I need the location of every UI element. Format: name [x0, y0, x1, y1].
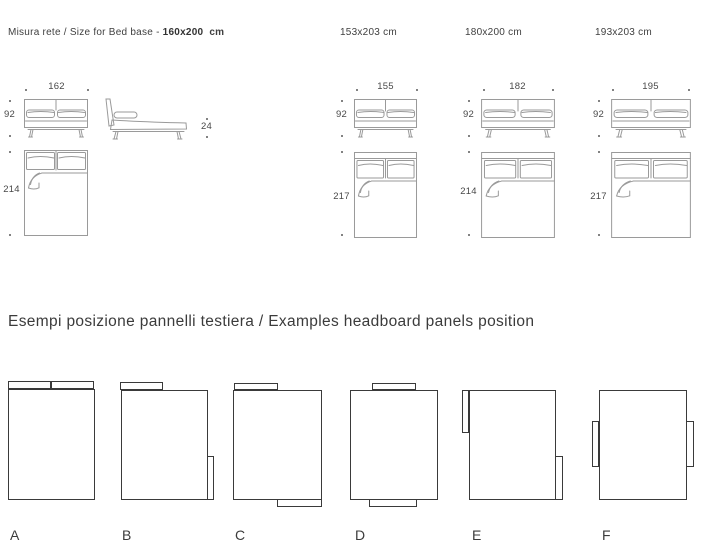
dim-dot — [9, 135, 11, 137]
example-label-d: D — [355, 527, 366, 543]
dim-length-180: 214 — [460, 186, 477, 197]
headboard-panel-top-center — [372, 383, 416, 390]
dim-dot — [9, 100, 11, 102]
headboard-panel-top-left — [234, 383, 278, 390]
example-label-a: A — [10, 527, 20, 543]
headboard-panel-right-center — [686, 421, 694, 467]
dim-dot — [612, 89, 614, 91]
dim-dot — [341, 151, 343, 153]
dim-length-160: 214 — [3, 184, 20, 195]
size-header-193x203: 193x203 cm — [595, 27, 652, 38]
headboard-section-title: Esempi posizione pannelli testiera / Examples headboard panels position — [8, 313, 535, 330]
dim-dot — [483, 89, 485, 91]
example-label-f: F — [602, 527, 611, 543]
headboard-panel-left-center — [592, 421, 599, 467]
bed-outline — [233, 390, 322, 500]
main-size-title — [8, 27, 224, 38]
dim-dot — [552, 89, 554, 91]
dim-dot — [206, 118, 208, 120]
dim-dot — [598, 100, 600, 102]
dim-dot — [25, 89, 27, 91]
dim-height-160: 92 — [4, 109, 15, 120]
dim-width-193: 195 — [642, 81, 659, 92]
bed-front-view-160 — [24, 99, 88, 139]
dim-dot — [598, 234, 600, 236]
bed-outline — [469, 390, 556, 500]
dim-dot — [468, 151, 470, 153]
dim-dot — [9, 151, 11, 153]
bed-plan-view-153 — [354, 152, 417, 238]
dim-height-193: 92 — [593, 109, 604, 120]
dim-width-160: 162 — [48, 81, 65, 92]
headboard-panel-bottom-center — [369, 499, 417, 507]
headboard-panel-top-left — [120, 382, 163, 390]
dim-height-153: 92 — [336, 109, 347, 120]
bed-outline — [8, 389, 95, 500]
dim-length-193: 217 — [590, 191, 607, 202]
example-label-b: B — [122, 527, 132, 543]
size-header-153x203: 153x203 cm — [340, 27, 397, 38]
dim-dot — [341, 135, 343, 137]
dim-dot — [416, 89, 418, 91]
bed-plan-view-180 — [481, 152, 555, 238]
bed-front-view-180 — [481, 99, 555, 139]
bed-plan-view-193 — [611, 152, 691, 238]
bed-front-view-153 — [354, 99, 417, 139]
bed-front-view-193 — [611, 99, 691, 139]
dim-length-153: 217 — [333, 191, 350, 202]
bed-outline — [599, 390, 687, 500]
dim-base-height-160: 24 — [201, 121, 212, 132]
main-size-title-size: 160x200 — [162, 27, 204, 38]
dim-width-153: 155 — [377, 81, 394, 92]
headboard-panel-bottom-right — [277, 499, 322, 507]
bed-outline — [121, 390, 208, 500]
dim-dot — [341, 100, 343, 102]
size-header-180x200: 180x200 cm — [465, 27, 522, 38]
bed-plan-view-160 — [24, 150, 88, 236]
dim-width-180: 182 — [509, 81, 526, 92]
dim-dot — [468, 100, 470, 102]
example-label-e: E — [472, 527, 482, 543]
dim-dot — [206, 136, 208, 138]
dim-dot — [356, 89, 358, 91]
dim-dot — [598, 135, 600, 137]
dim-dot — [468, 234, 470, 236]
dim-height-180: 92 — [463, 109, 474, 120]
dim-dot — [598, 151, 600, 153]
headboard-panel-right-bottom — [207, 456, 214, 500]
bed-side-view-160 — [100, 96, 195, 140]
dim-dot — [9, 234, 11, 236]
dim-dot — [688, 89, 690, 91]
dim-dot — [87, 89, 89, 91]
dim-dot — [341, 234, 343, 236]
main-size-title-unit: cm — [209, 27, 225, 38]
headboard-panel-right-bottom — [555, 456, 563, 500]
headboard-panel-left-top — [462, 390, 469, 433]
dim-dot — [468, 135, 470, 137]
bed-outline — [350, 390, 438, 500]
headboard-panel-divider — [50, 381, 52, 390]
main-size-title-prefix: Misura rete / Size for Bed base - — [8, 27, 163, 38]
example-label-c: C — [235, 527, 246, 543]
